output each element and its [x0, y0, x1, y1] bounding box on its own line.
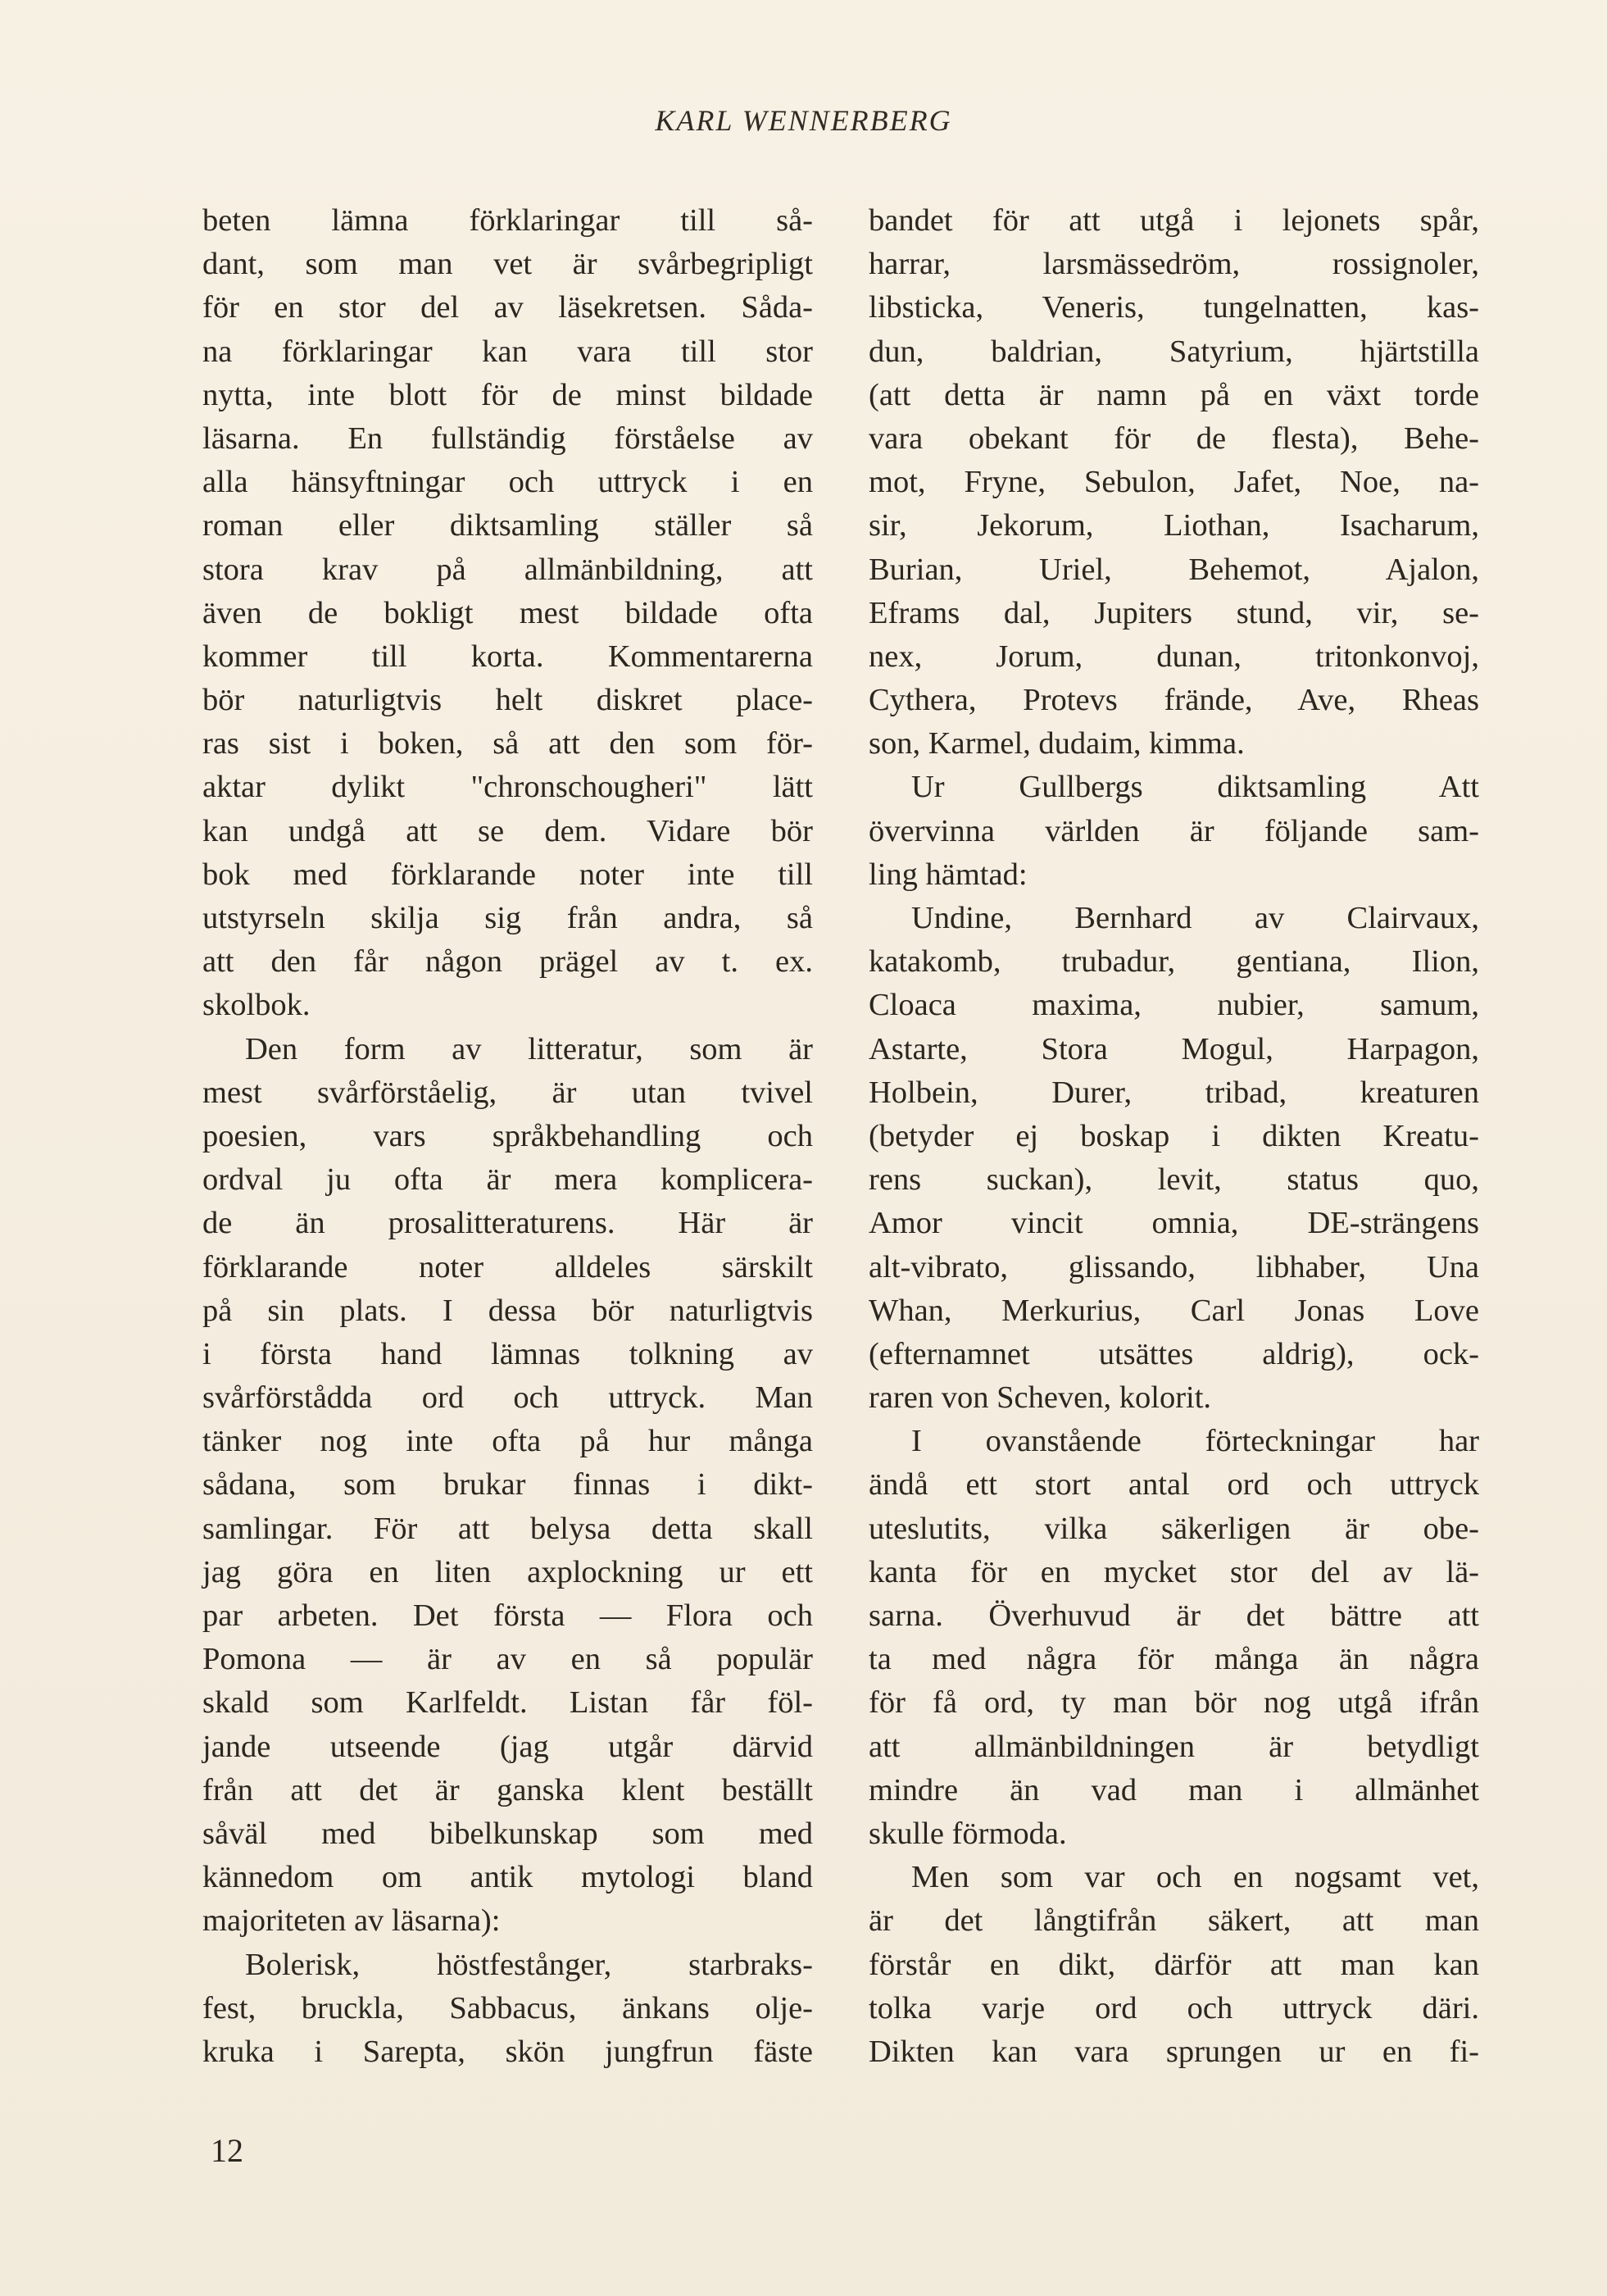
text-line: Astarte, Stora Mogul, Harpagon, [869, 1031, 1479, 1066]
text-line: Undine, Bernhard av Clairvaux, [911, 901, 1479, 935]
running-header: KARL WENNERBERG [655, 104, 952, 137]
text-line: (att detta är namn på en växt torde [869, 377, 1479, 412]
text-line: Ur Gullbergs diktsamling Att [911, 770, 1479, 805]
text-line: mest svårförståelig, är utan tvivel [202, 1075, 813, 1110]
text-line: skald som Karlfeldt. Listan får föl- [202, 1685, 813, 1721]
text-line: Whan, Merkurius, Carl Jonas Love [869, 1293, 1479, 1328]
text-line: sådana, som brukar finnas i dikt- [202, 1467, 813, 1503]
text-line: Dikten kan vara sprungen ur en fi- [869, 2034, 1479, 2069]
text-line: rens suckan), levit, status quo, [869, 1162, 1479, 1198]
text-line: harrar, larsmässedröm, rossignoler, [869, 247, 1479, 282]
text-line: från att det är ganska klent beställt [202, 1772, 813, 1807]
text-line: Burian, Uriel, Behemot, Ajalon, [869, 552, 1479, 587]
text-line: Den form av litteratur, som är [245, 1031, 813, 1066]
text-line: läsarna. En fullständig förståelse av [202, 421, 813, 456]
text-line: att den får någon prägel av t. ex. [202, 944, 813, 980]
text-line: samlingar. För att belysa detta skall [202, 1511, 813, 1546]
text-line: Eframs dal, Jupiters stund, vir, se- [869, 595, 1479, 630]
text-line: svårförstådda ord och uttryck. Man [202, 1380, 813, 1416]
text-line: på sin plats. I dessa bör naturligtvis [202, 1293, 813, 1328]
text-line: kanta för en mycket stor del av lä- [869, 1554, 1479, 1589]
text-line: utstyrseln skilja sig från andra, så [202, 901, 813, 935]
text-line: skulle förmoda. [869, 1816, 1067, 1851]
right-text-column [869, 199, 1479, 2074]
text-line: skolbok. [202, 988, 311, 1023]
text-line: beten lämna förklaringar till så- [202, 203, 813, 238]
text-line: för en stor del av läsekretsen. Såda- [202, 290, 813, 325]
text-line: (efternamnet utsättes aldrig), ock- [869, 1336, 1479, 1371]
text-line: fest, bruckla, Sabbacus, änkans olje- [202, 1990, 813, 2025]
text-line: de än prosalitteraturens. Här är [202, 1206, 813, 1241]
text-line: ordval ju ofta är mera komplicera- [202, 1162, 813, 1198]
text-line: (betyder ej boskap i dikten Kreatu- [869, 1118, 1479, 1153]
text-line: ling hämtad: [869, 857, 1028, 892]
text-line: majoriteten av läsarna): [202, 1903, 501, 1939]
page-number: 12 [211, 2132, 243, 2169]
text-line: alla hänsyftningar och uttryck i en [202, 465, 813, 500]
text-line: dant, som man vet är svårbegripligt [202, 247, 813, 282]
text-line: övervinna världen är följande sam- [869, 813, 1479, 848]
text-line: såväl med bibelkunskap som med [202, 1816, 813, 1851]
text-line: för få ord, ty man bör nog utgå ifrån [869, 1685, 1479, 1721]
text-line: tänker nog inte ofta på hur många [202, 1424, 813, 1459]
text-line: nytta, inte blott för de minst bildade [202, 377, 813, 412]
text-line: nex, Jorum, dunan, tritonkonvoj, [869, 639, 1479, 674]
text-line: alt-vibrato, glissando, libhaber, Una [869, 1249, 1479, 1284]
text-line: libsticka, Veneris, tungelnatten, kas- [869, 290, 1479, 325]
text-line: ras sist i boken, så att den som för- [202, 726, 813, 762]
text-line: katakomb, trubadur, gentiana, Ilion, [869, 944, 1479, 980]
text-line: att allmänbildningen är betydligt [869, 1729, 1479, 1764]
text-line: tolka varje ord och uttryck däri. [869, 1990, 1479, 2025]
text-line: son, Karmel, dudaim, kimma. [869, 726, 1245, 762]
text-line: Men som var och en nogsamt vet, [911, 1860, 1479, 1895]
text-line: na förklaringar kan vara till stor [202, 334, 813, 369]
text-line: Amor vincit omnia, DE-strängens [869, 1206, 1479, 1241]
text-line: aktar dylikt "chronschougheri" lätt [202, 770, 813, 805]
text-line: mot, Fryne, Sebulon, Jafet, Noe, na- [869, 465, 1479, 500]
text-line: poesien, vars språkbehandling och [202, 1118, 813, 1153]
text-line: kännedom om antik mytologi bland [202, 1860, 813, 1895]
text-line: bandet för att utgå i lejonets spår, [869, 203, 1479, 238]
text-line: bok med förklarande noter inte till [202, 857, 813, 892]
text-line: uteslutits, vilka säkerligen är obe- [869, 1511, 1479, 1546]
text-line: ta med några för många än några [869, 1642, 1479, 1677]
text-line: förstår en dikt, därför att man kan [869, 1947, 1479, 1982]
text-line: par arbeten. Det första — Flora och [202, 1598, 813, 1633]
text-line: kommer till korta. Kommentarerna [202, 639, 813, 674]
text-line: förklarande noter alldeles särskilt [202, 1249, 813, 1284]
text-line: kruka i Sarepta, skön jungfrun fäste [202, 2034, 813, 2069]
text-line: bör naturligtvis helt diskret place- [202, 683, 813, 718]
text-line: jag göra en liten axplockning ur ett [202, 1554, 813, 1589]
text-line: jande utseende (jag utgår därvid [202, 1729, 813, 1764]
text-line: även de bokligt mest bildade ofta [202, 595, 813, 630]
text-line: ändå ett stort antal ord och uttryck [869, 1467, 1479, 1503]
text-line: Holbein, Durer, tribad, kreaturen [869, 1075, 1479, 1110]
text-line: dun, baldrian, Satyrium, hjärtstilla [869, 334, 1479, 369]
text-line: stora krav på allmänbildning, att [202, 552, 813, 587]
text-line: sarna. Överhuvud är det bättre att [869, 1598, 1479, 1633]
text-line: sir, Jekorum, Liothan, Isacharum, [869, 508, 1479, 543]
text-line: raren von Scheven, kolorit. [869, 1380, 1212, 1416]
text-line: kan undgå att se dem. Vidare bör [202, 813, 813, 848]
text-line: Cythera, Protevs frände, Ave, Rheas [869, 683, 1479, 718]
text-line: Cloaca maxima, nubier, samum, [869, 988, 1479, 1023]
text-line: roman eller diktsamling ställer så [202, 508, 813, 543]
text-line: I ovanstående förteckningar har [911, 1424, 1479, 1459]
text-line: mindre än vad man i allmänhet [869, 1772, 1479, 1807]
text-line: är det långtifrån säkert, att man [869, 1903, 1479, 1939]
text-line: i första hand lämnas tolkning av [202, 1336, 813, 1371]
left-text-column [202, 199, 813, 2074]
text-line: Pomona — är av en så populär [202, 1642, 813, 1677]
text-line: Bolerisk, höstfestånger, starbraks- [245, 1947, 813, 1982]
text-line: vara obekant för de flesta), Behe- [869, 421, 1479, 456]
